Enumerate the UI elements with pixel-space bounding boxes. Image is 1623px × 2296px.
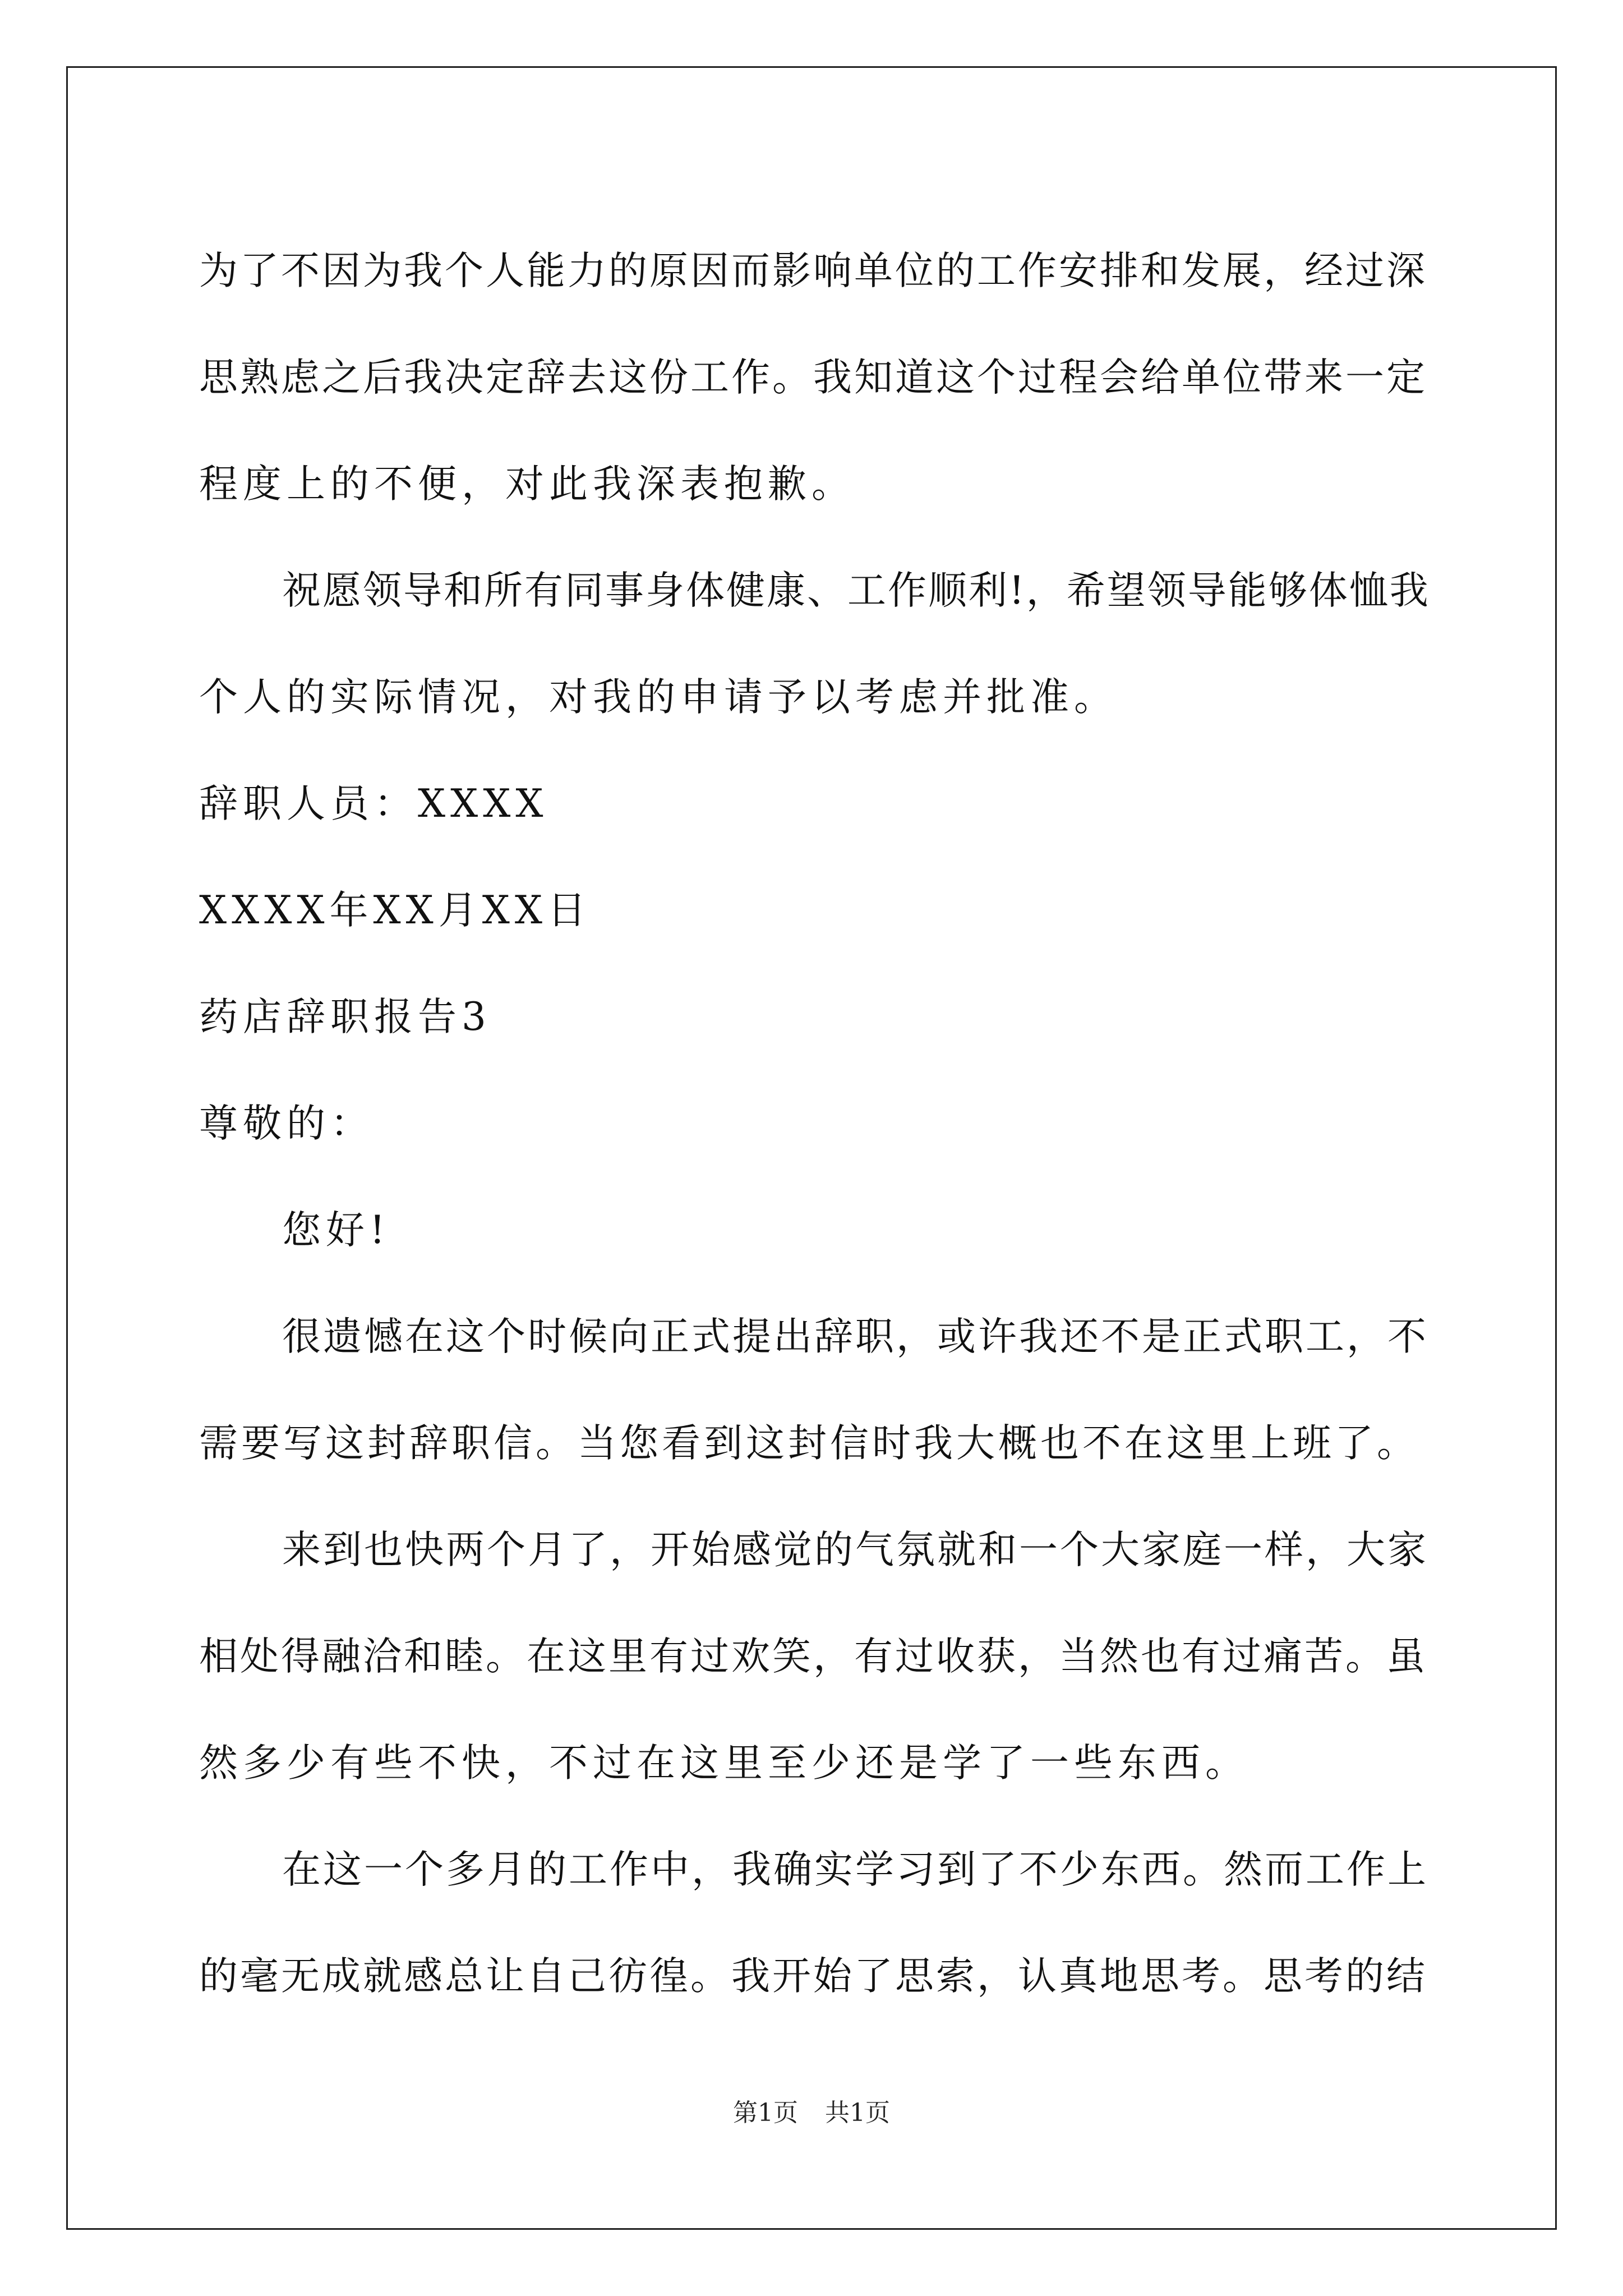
page-total: 共1页 [825,2099,890,2127]
page-number: 第1页 [733,2099,798,2127]
paragraph-line: 祝愿领导和所有同事身体健康、工作顺利!，希望领导能够体恤我 [282,568,1430,613]
paragraph-line: 需要写这封辞职信。当您看到这封信时我大概也不在这里上班了。 [199,1421,1419,1466]
paragraph-line: 在这一个多月的工作中，我确实学习到了不少东西。然而工作上 [282,1847,1428,1892]
paragraph-line: 很遗憾在这个时候向正式提出辞职，或许我还不是正式职工，不 [282,1314,1428,1359]
paragraph-line: 为了不因为我个人能力的原因而影响单位的工作安排和发展，经过深 [199,249,1427,293]
paragraph-line: 个人的实际情况，对我的申请予以考虑并批准。 [199,675,1118,720]
paragraph-line: 然多少有些不快，不过在这里至少还是学了一些东西。 [199,1741,1249,1786]
paragraph-line: 程度上的不便，对此我深表抱歉。 [199,462,855,507]
document-body [199,218,1433,2030]
paragraph-line: 来到也快两个月了，开始感觉的气氛就和一个大家庭一样，大家 [282,1527,1428,1572]
signature-line: 辞职人员：XXXX [199,781,548,826]
section-title: 药店辞职报告3 [199,995,491,1039]
greeting: 您好! [282,1208,390,1253]
paragraph-line: 相处得融洽和睦。在这里有过欢笑，有过收获，当然也有过痛苦。虽 [199,1634,1427,1679]
page-footer [0,2092,1623,2128]
paragraph-line: 的毫无成就感总让自己彷徨。我开始了思索，认真地思考。思考的结 [199,1954,1427,1999]
paragraph-line: 思熟虑之后我决定辞去这份工作。我知道这个过程会给单位带来一定 [199,355,1427,400]
salutation: 尊敬的： [199,1101,374,1146]
date-line: XXXX年XX月XX日 [199,888,591,933]
